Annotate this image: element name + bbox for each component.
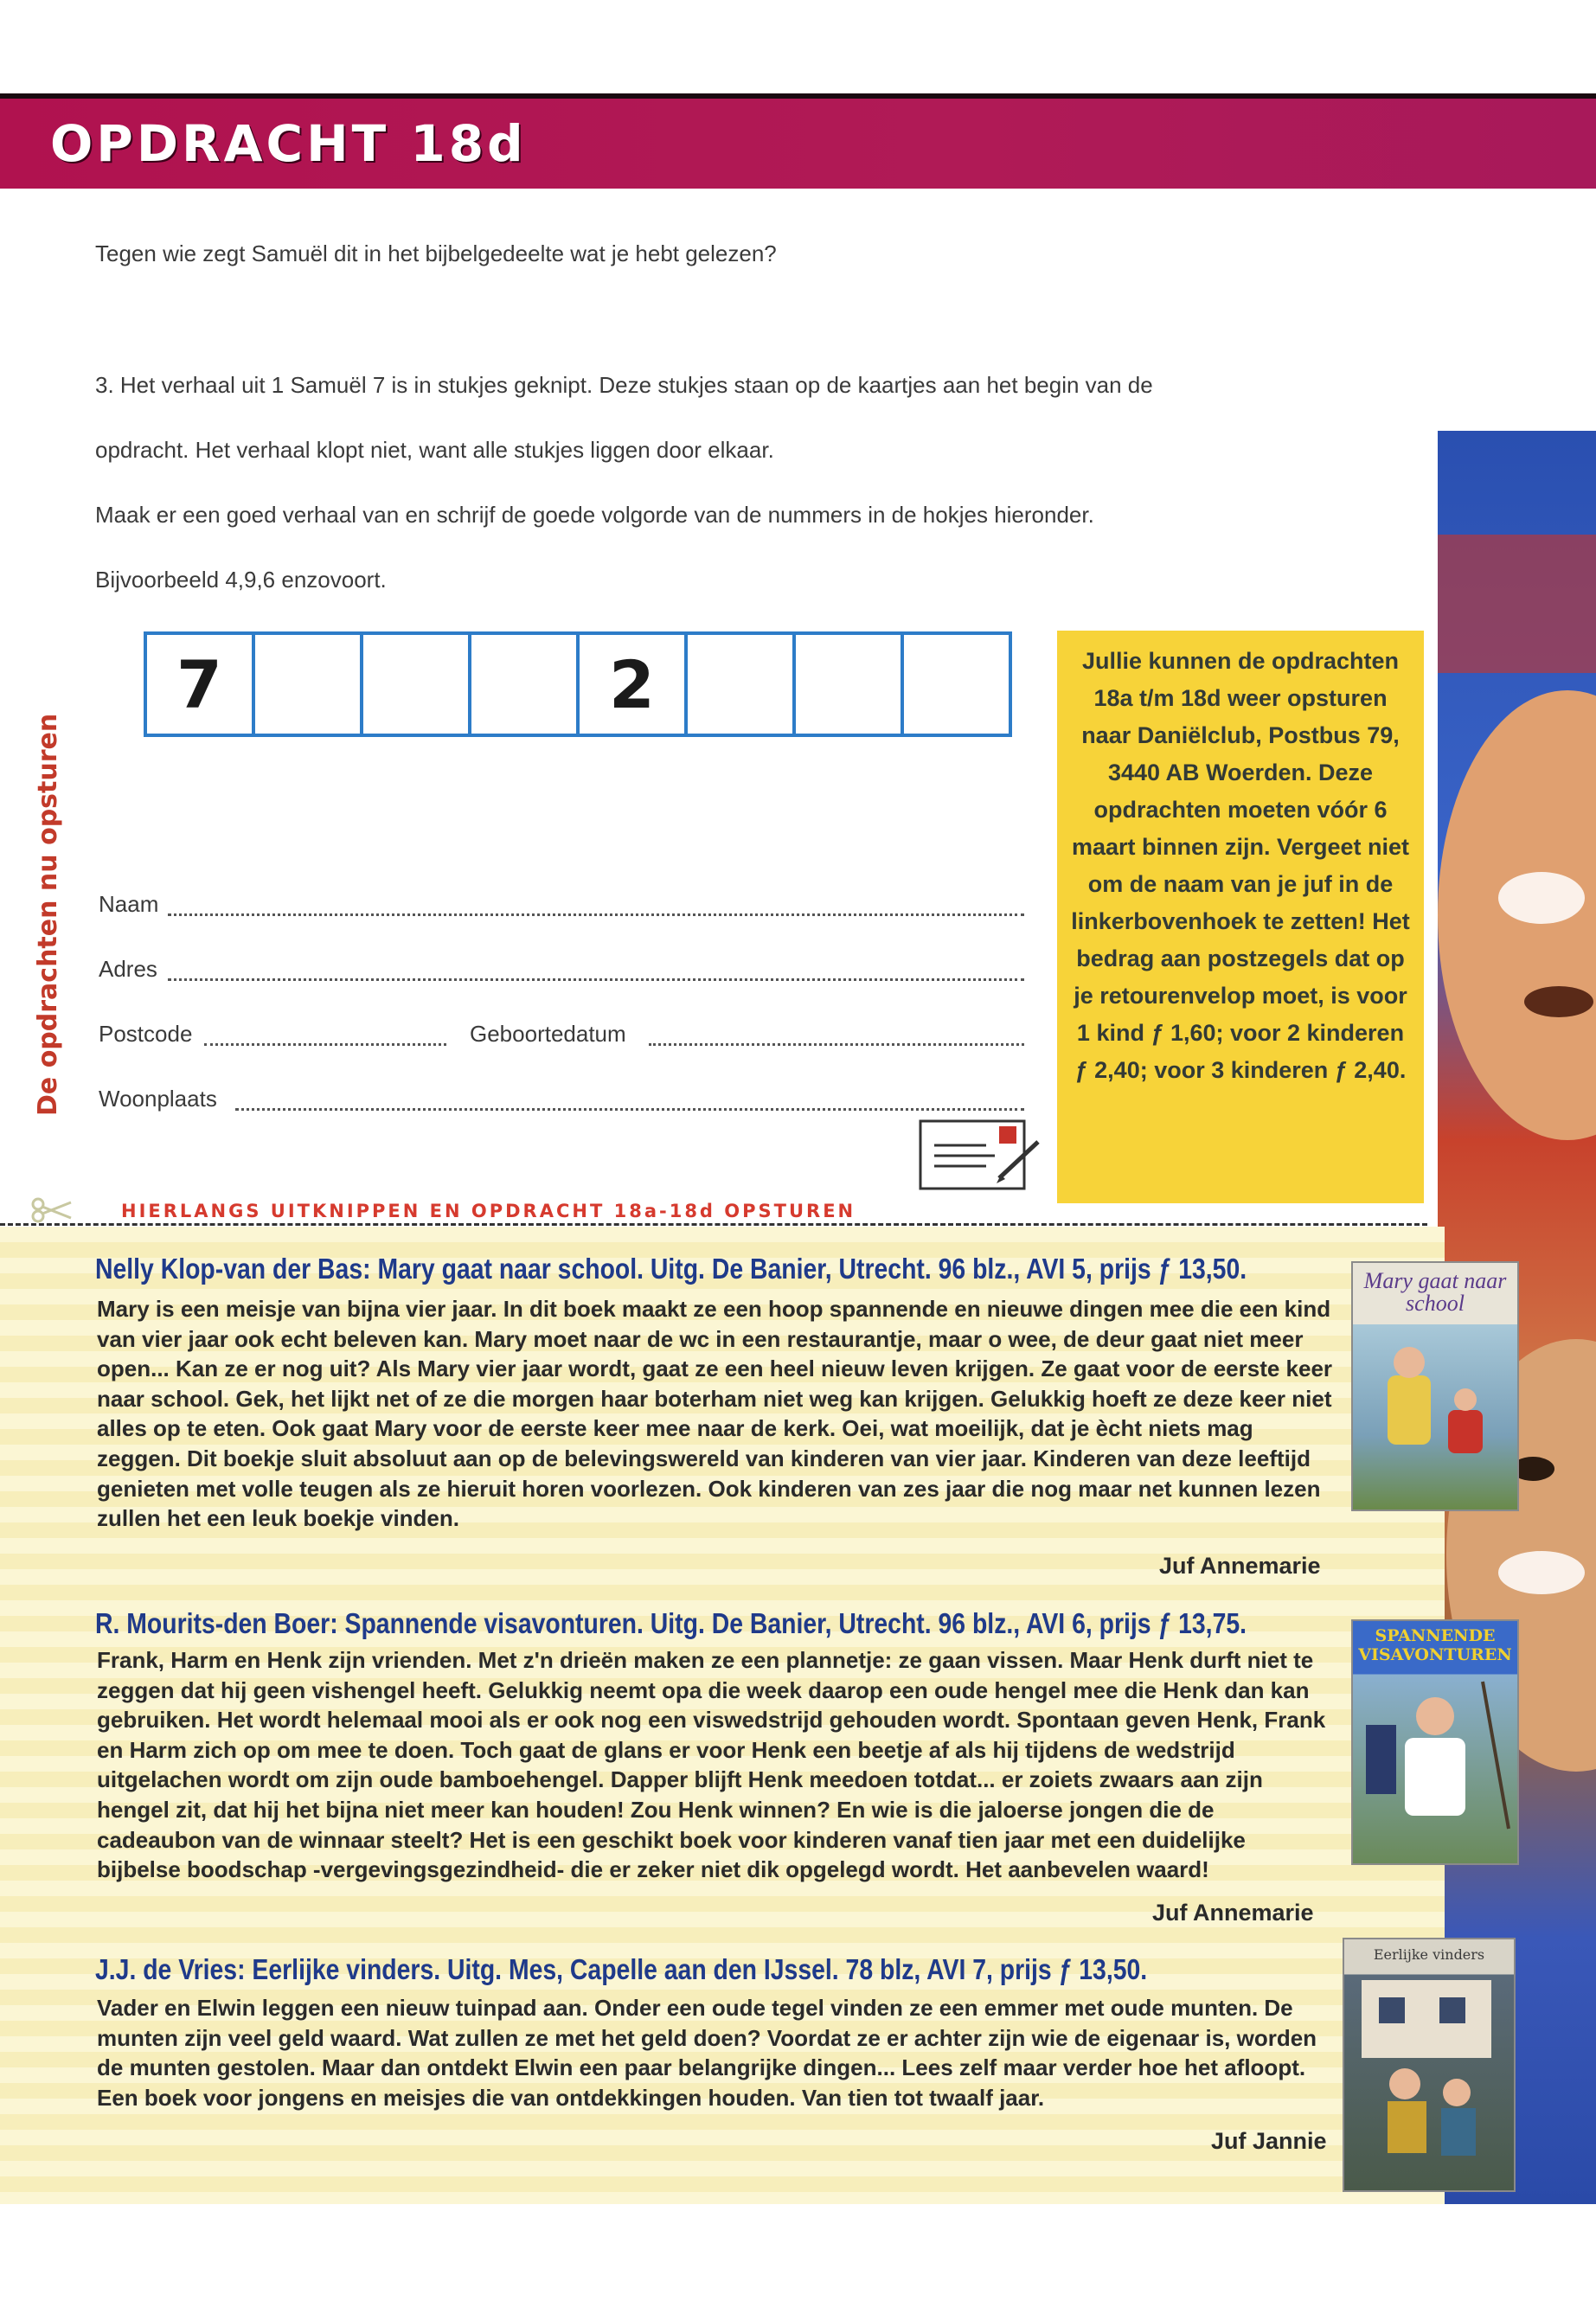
book-cover-title: Eerlijke vinders xyxy=(1373,1946,1485,1963)
book-cover-title: Mary gaat naar school xyxy=(1363,1268,1507,1316)
answer-box[interactable] xyxy=(904,635,1009,734)
review-author: Juf Annemarie xyxy=(1159,1553,1321,1579)
scissors-icon xyxy=(31,1197,73,1227)
postcode-label: Postcode xyxy=(99,1021,193,1047)
page-title: OPDRACHT 18d xyxy=(50,114,527,173)
question-text: Tegen wie zegt Samuël dit in het bijbelgedeelte wat je hebt gelezen? xyxy=(95,240,777,266)
adres-label: Adres xyxy=(99,956,157,982)
answer-box[interactable] xyxy=(688,635,796,734)
answer-box[interactable] xyxy=(471,635,580,734)
adres-field[interactable] xyxy=(168,978,1024,981)
naam-label: Naam xyxy=(99,891,159,917)
side-label: De opdrachten nu opsturen xyxy=(33,713,63,1116)
postcode-field[interactable] xyxy=(204,1043,446,1046)
envelope-icon xyxy=(917,1116,1047,1194)
book-cover-illustration xyxy=(1344,1963,1514,2179)
woonplaats-field[interactable] xyxy=(235,1108,1024,1111)
answer-box[interactable] xyxy=(796,635,904,734)
example-text: Bijvoorbeeld 4,9,6 enzovoort. xyxy=(95,567,387,593)
review-body: Frank, Harm en Henk zijn vrienden. Met z'n drieën maken ze een plannetje: ze gaan vissen. Maar Henk durft niet te zeggen dat hij geen vishengel heeft. Gelukkig neemt opa die week daarop een oude hengel mee die Henk dan kan gebruiken. Het wordt helemaal mooi als er ook nog een viswedstrijd gehouden wordt. Spontaan geven Henk, Frank en Harm zich op om mee te doen. Toch gaat de glans er voor Henk een beetje af als hij tijdens de wedstrijd uitgelachen wordt om zijn oude bamboehengel. Dapper blijft Henk meedoen totdat... er zoiets zwaars aan zijn hengel zit, dat hij het bijna niet meer kan houden! Zou Henk winnen? En wie is die jaloerse jongen die de cadeaubon van de winnaar steelt? Het is een geschikt boek voor kinderen vanaf tien jaar met een duidelijke bijbelse boodschap -vergevingsgezindheid- die er zeker niet dik opgelegd wordt. Het aanbevelen waard! xyxy=(97,1647,1326,1883)
book-cover-mary xyxy=(1351,1261,1519,1511)
naam-field[interactable] xyxy=(168,913,1024,916)
review-author: Juf Jannie xyxy=(1211,2128,1327,2154)
review-title: J.J. de Vries: Eerlijke vinders. Uitg. Mes, Capelle aan den IJssel. 78 blz, AVI 7, prijs ƒ 13,50. xyxy=(95,1953,1148,1985)
header-band xyxy=(0,93,1596,189)
review-author: Juf Annemarie xyxy=(1152,1900,1314,1926)
book-cover-illustration xyxy=(1353,1315,1517,1488)
info-box xyxy=(1057,631,1424,1203)
book-cover-title: SPANNENDE VISAVONTUREN xyxy=(1358,1626,1512,1664)
review-title: R. Mourits-den Boer: Spannende visavonturen. Uitg. De Banier, Utrecht. 96 blz., AVI 6, prijs ƒ 13,75. xyxy=(95,1607,1247,1639)
item-3-text-line2: opdracht. Het verhaal klopt niet, want alle stukjes liggen door elkaar. xyxy=(95,437,774,463)
cut-instruction: HIERLANGS UITKNIPPEN EN OPDRACHT 18a-18d OPSTUREN xyxy=(121,1201,856,1221)
item-3-text-line3: Maak er een goed verhaal van en schrijf de goede volgorde van de nummers in de hokjes hieronder. xyxy=(95,502,1094,528)
info-box-text: Jullie kunnen de opdrachten 18a t/m 18d weer opsturen naar Daniëlclub, Postbus 79, 3440 AB Woerden. Deze opdrachten moeten vóór 6 maart binnen zijn. Vergeet niet om de naam van je juf in de linkerbovenhoek te zetten! Het bedrag aan postzegels dat op je retourenvelop moet, is voor 1 kind ƒ 1,60; voor 2 kinderen ƒ 2,40; voor 3 kinderen ƒ 2,40. xyxy=(1071,648,1410,1083)
review-body: Mary is een meisje van bijna vier jaar. In dit boek maakt ze een hoop spannende en nieuwe dingen mee die een kind van vier jaar ook echt beleven kan. Mary moet naar de wc in een restaurantje, maar o wee, de deur gaat niet meer open... Kan ze er nog uit? Als Mary vier jaar wordt, gaat ze een heel nieuw leven krijgen. Ze gaat voor de eerste keer naar school. Gek, het lijkt net of ze die morgen haar boterham niet weg kan krijgen. Gelukkig hoeft ze deze keer niet alles op te eten. Ook gaat Mary voor de eerste keer mee naar de kerk. Oei, wat moeilijk, dat je ècht niets mag zeggen. Dit boekje sluit absoluut aan op de belevingswereld van kinderen van vier jaar. Kinderen van deze leeftijd genieten met volle teugen als ze hieruit horen voorlezen. Ook kinderen van zes jaar die nog maar net kunnen lezen zullen het een leuk boekje vinden. xyxy=(97,1296,1333,1532)
answer-box[interactable] xyxy=(255,635,363,734)
book-cover-visavonturen xyxy=(1351,1619,1519,1865)
item-3-text-line1: 3. Het verhaal uit 1 Samuël 7 is in stukjes geknipt. Deze stukjes staan op de kaartjes aan het begin van de xyxy=(95,372,1153,398)
answer-boxes xyxy=(144,631,1012,737)
geboortedatum-label: Geboortedatum xyxy=(470,1021,626,1047)
review-body: Vader en Elwin leggen een nieuw tuinpad aan. Onder een oude tegel vinden ze een emmer met oude munten. De munten zijn veel geld waard. Wat zullen ze met het geld doen? Voordat ze er achter zijn wie de eigenaar is, worden de munten gestolen. Maar dan ontdekt Elwin een paar belangrijke dingen... Lees zelf maar verder hoe het afloopt. Een boek voor jongens en meisjes die van ontdekkingen houden. Van tien tot twaalf jaar. xyxy=(97,1995,1317,2111)
answer-box[interactable]: 7 xyxy=(147,635,255,734)
book-cover-eerlijke-vinders xyxy=(1343,1938,1516,2192)
book-cover-illustration xyxy=(1353,1664,1517,1846)
woonplaats-label: Woonplaats xyxy=(99,1086,217,1112)
review-title: Nelly Klop-van der Bas: Mary gaat naar school. Uitg. De Banier, Utrecht. 96 blz., AVI 5, prijs ƒ 13,50. xyxy=(95,1253,1247,1285)
answer-box[interactable]: 2 xyxy=(580,635,688,734)
geboortedatum-field[interactable] xyxy=(649,1043,1024,1046)
cut-line xyxy=(0,1223,1427,1226)
answer-box[interactable] xyxy=(363,635,471,734)
